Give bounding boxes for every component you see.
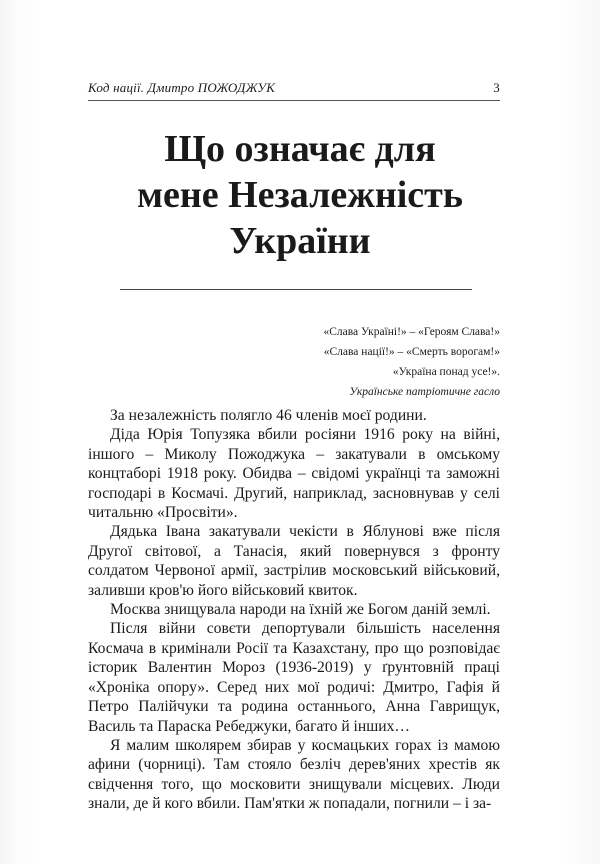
epigraph-source: Українське патріотичне гасло [349, 386, 500, 398]
paragraph: За незалежність полягло 46 членів моєї родини. [110, 407, 427, 424]
body-text [88, 406, 500, 814]
chapter-title-line: України [229, 220, 371, 262]
running-title: Код нації. Дмитро ПОЖОДЖУК [88, 80, 276, 95]
paragraph: Дядька Івана закатували чекісти в Яблунові вже після Другої світової, а Танасія, який повернувся з фронту солдатом Червоної армії, застрілив московський військовий, заливши кров'ю його військовий квиток. [88, 523, 500, 599]
paragraph: Я малим школярем збирав у космацьких горах із мамою афини (чорниці). Там стояло безліч дерев'яних хрестів як свідчення того, що московити знищували місцевих. Люди знали, де й кого вбили. Пам'ятки ж попадали, погнили – і за- [88, 736, 500, 813]
title-divider [120, 289, 472, 290]
paragraph: Після війни совєти депортували більшість населення Космача в кримінали Росії та Казахстану, про що розповідає історик Валентин Мороз (1936-2019) у ґрунтовній праці «Хроніка опору». Серед них мої родичі: Дмитро, Гафія й Петро Палійчуки та родина останнього, Анна Гаврищук, Василь та Параска Ребеджуки, багато й інших… [88, 620, 500, 735]
paragraph: Москва знищувала народи на їхній же Богом даній землі. [110, 601, 491, 619]
chapter-title-line: мене Незалежність [137, 174, 463, 216]
epigraph-line: «Слава Україні!» – «Героям Слава!» [323, 326, 500, 338]
chapter-title-line: Що означає для [164, 128, 436, 170]
epigraph [240, 322, 500, 402]
running-header [88, 78, 500, 101]
paragraph: Діда Юрія Топузяка вбили росіяни 1916 року на війні, іншого – Миколу Пожоджука – закатували в омському концтаборі 1918 року. Обидва – свідомі українці та заможні господарі в Космачі. Другий, наприклад, засновнував у селі читальню «Просвіти». [88, 426, 500, 522]
epigraph-line: «Слава нації!» – «Смерть ворогам!» [323, 346, 500, 358]
epigraph-line: «Україна понад усе!». [392, 366, 500, 378]
page-number: 3 [493, 80, 500, 95]
chapter-title [90, 126, 510, 264]
